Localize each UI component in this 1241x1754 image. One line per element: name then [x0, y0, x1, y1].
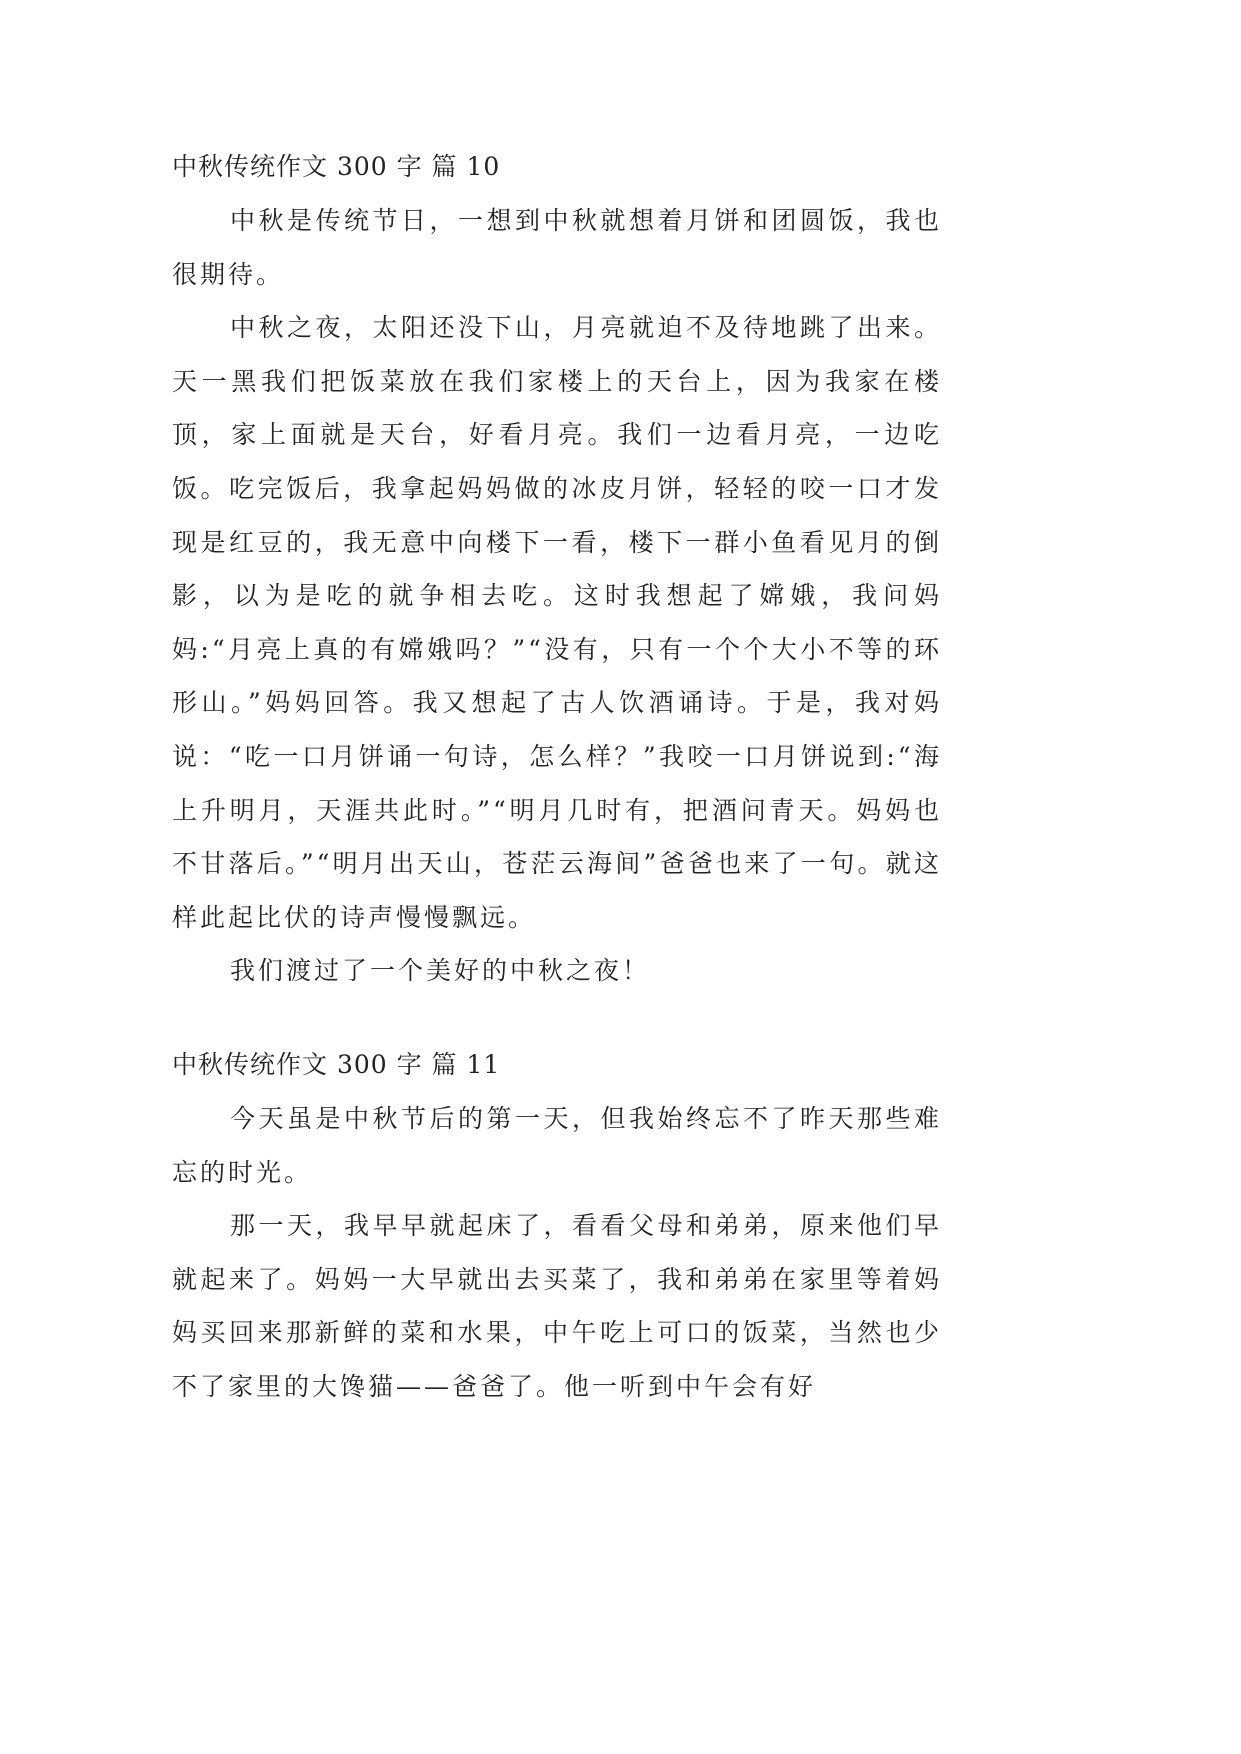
paragraph: 中秋是传统节日，一想到中秋就想着月饼和团圆饭，我也很期待。: [172, 206, 942, 289]
paragraph: 我们渡过了一个美好的中秋之夜！: [230, 956, 651, 986]
section-heading: 中秋传统作文 300 字 篇 10: [172, 152, 501, 181]
paragraph: 那一天，我早早就起床了，看看父母和弟弟，原来他们早就起来了。妈妈一大早就出去买菜了，我和弟弟在家里等着妈妈买回来那新鲜的菜和水果，中午吃上可口的饭菜，当然也少不了家里的大馋猫——爸爸了。他一听到中午会有好: [172, 1211, 942, 1401]
paragraph: 今天虽是中秋节后的第一天，但我始终忘不了昨天那些难忘的时光。: [172, 1103, 942, 1187]
essay-section-11: [172, 1038, 942, 1414]
section-divider-space: [172, 998, 942, 1038]
document-page: [172, 140, 942, 1413]
paragraph: 中秋之夜，太阳还没下山，月亮就迫不及待地跳了出来。天一黑我们把饭菜放在我们家楼上的天台上，因为我家在楼顶，家上面就是天台，好看月亮。我们一边看月亮，一边吃饭。吃完饭后，我拿起妈妈做的冰皮月饼，轻轻的咬一口才发现是红豆的，我无意中向楼下一看，楼下一群小鱼看见月的倒影，以为是吃的就争相去吃。这时我想起了嫦娥，我问妈妈:“月亮上真的有嫦娥吗？”“没有，只有一个个大小不等的环形山。”妈妈回答。我又想起了古人饮酒诵诗。于是，我对妈说：“吃一口月饼诵一句诗，怎么样？”我咬一口月饼说到:“海上升明月，天涯共此时。”“明月几时有，把酒问青天。妈妈也不甘落后。”“明月出天山，苍茫云海间”爸爸也来了一句。就这样此起比伏的诗声慢慢飘远。: [172, 313, 942, 932]
essay-section-10: [172, 140, 942, 998]
section-heading: 中秋传统作文 300 字 篇 11: [172, 1049, 501, 1079]
